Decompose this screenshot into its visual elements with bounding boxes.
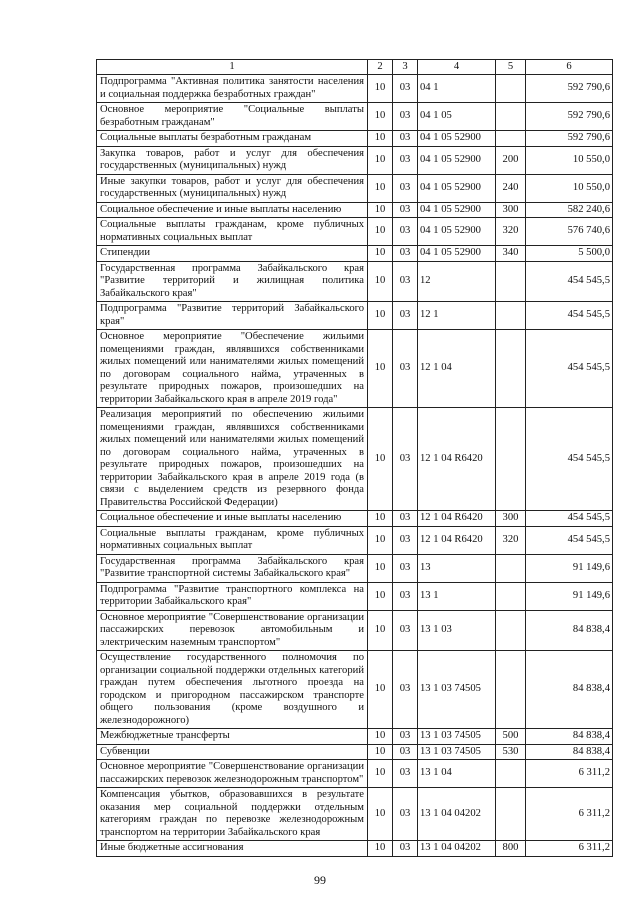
table-row xyxy=(97,788,613,841)
expense-type-code xyxy=(496,302,526,330)
row-name: Компенсация убытков, образовавшихся в результате оказания мер социальной поддержки отдельным категориям граждан по перевозке железнодорожным транспортом на территории Забайкальского края xyxy=(97,788,368,841)
amount: 454 545,5 xyxy=(526,302,613,330)
row-name: Иные закупки товаров, работ и услуг для обеспечения государственных (муниципальных) нужд xyxy=(97,174,368,202)
row-name: Закупка товаров, работ и услуг для обеспечения государственных (муниципальных) нужд xyxy=(97,146,368,174)
target-article-code: 12 1 04 R6420 xyxy=(418,526,496,554)
expense-type-code: 500 xyxy=(496,729,526,745)
table-row xyxy=(97,582,613,610)
section-code: 10 xyxy=(368,302,393,330)
table-row xyxy=(97,202,613,218)
amount: 5 500,0 xyxy=(526,246,613,262)
section-code: 10 xyxy=(368,651,393,729)
column-header: 2 xyxy=(368,60,393,75)
section-code: 10 xyxy=(368,729,393,745)
table-row xyxy=(97,841,613,857)
table-row xyxy=(97,554,613,582)
target-article-code: 04 1 05 52900 xyxy=(418,174,496,202)
amount: 91 149,6 xyxy=(526,554,613,582)
section-code: 10 xyxy=(368,261,393,302)
budget-table xyxy=(96,59,613,857)
row-name: Стипендии xyxy=(97,246,368,262)
expense-type-code: 300 xyxy=(496,511,526,527)
subsection-code: 03 xyxy=(393,841,418,857)
table-row xyxy=(97,103,613,131)
expense-type-code xyxy=(496,651,526,729)
expense-type-code: 340 xyxy=(496,246,526,262)
subsection-code: 03 xyxy=(393,788,418,841)
target-article-code: 13 1 03 74505 xyxy=(418,729,496,745)
expense-type-code xyxy=(496,788,526,841)
table-row xyxy=(97,408,613,511)
amount: 6 311,2 xyxy=(526,841,613,857)
expense-type-code: 320 xyxy=(496,218,526,246)
expense-type-code xyxy=(496,554,526,582)
expense-type-code: 300 xyxy=(496,202,526,218)
amount: 454 545,5 xyxy=(526,511,613,527)
section-code: 10 xyxy=(368,202,393,218)
row-name: Подпрограмма "Развитие территорий Забайкальского края" xyxy=(97,302,368,330)
amount: 84 838,4 xyxy=(526,729,613,745)
expense-type-code xyxy=(496,131,526,147)
subsection-code: 03 xyxy=(393,744,418,760)
subsection-code: 03 xyxy=(393,729,418,745)
amount: 84 838,4 xyxy=(526,610,613,651)
amount: 592 790,6 xyxy=(526,75,613,103)
expense-type-code xyxy=(496,760,526,788)
amount: 6 311,2 xyxy=(526,760,613,788)
amount: 84 838,4 xyxy=(526,744,613,760)
amount: 592 790,6 xyxy=(526,103,613,131)
target-article-code: 13 1 03 74505 xyxy=(418,651,496,729)
table-row xyxy=(97,330,613,408)
row-name: Подпрограмма "Активная политика занятости населения и социальная поддержка безработных граждан" xyxy=(97,75,368,103)
subsection-code: 03 xyxy=(393,202,418,218)
table-header-row xyxy=(97,60,613,75)
row-name: Субвенции xyxy=(97,744,368,760)
expense-type-code xyxy=(496,582,526,610)
section-code: 10 xyxy=(368,146,393,174)
table-row xyxy=(97,729,613,745)
column-header: 5 xyxy=(496,60,526,75)
section-code: 10 xyxy=(368,744,393,760)
subsection-code: 03 xyxy=(393,408,418,511)
table-row xyxy=(97,302,613,330)
target-article-code: 13 xyxy=(418,554,496,582)
subsection-code: 03 xyxy=(393,302,418,330)
subsection-code: 03 xyxy=(393,174,418,202)
expense-type-code xyxy=(496,408,526,511)
expense-type-code: 320 xyxy=(496,526,526,554)
amount: 454 545,5 xyxy=(526,526,613,554)
table-row xyxy=(97,246,613,262)
subsection-code: 03 xyxy=(393,103,418,131)
amount: 10 550,0 xyxy=(526,146,613,174)
row-name: Государственная программа Забайкальского края "Развитие транспортной системы Забайкальского края" xyxy=(97,554,368,582)
expense-type-code: 200 xyxy=(496,146,526,174)
target-article-code: 13 1 03 xyxy=(418,610,496,651)
expense-type-code: 530 xyxy=(496,744,526,760)
amount: 454 545,5 xyxy=(526,330,613,408)
subsection-code: 03 xyxy=(393,75,418,103)
table-row xyxy=(97,75,613,103)
section-code: 10 xyxy=(368,246,393,262)
column-header: 6 xyxy=(526,60,613,75)
amount: 84 838,4 xyxy=(526,651,613,729)
subsection-code: 03 xyxy=(393,554,418,582)
section-code: 10 xyxy=(368,760,393,788)
target-article-code: 04 1 05 52900 xyxy=(418,246,496,262)
table-row xyxy=(97,760,613,788)
expense-type-code xyxy=(496,75,526,103)
section-code: 10 xyxy=(368,610,393,651)
table-row xyxy=(97,174,613,202)
table-row xyxy=(97,526,613,554)
target-article-code: 04 1 05 52900 xyxy=(418,146,496,174)
subsection-code: 03 xyxy=(393,760,418,788)
row-name: Социальное обеспечение и иные выплаты населению xyxy=(97,202,368,218)
row-name: Межбюджетные трансферты xyxy=(97,729,368,745)
section-code: 10 xyxy=(368,841,393,857)
subsection-code: 03 xyxy=(393,261,418,302)
subsection-code: 03 xyxy=(393,218,418,246)
subsection-code: 03 xyxy=(393,610,418,651)
subsection-code: 03 xyxy=(393,651,418,729)
target-article-code: 04 1 05 xyxy=(418,103,496,131)
table-row xyxy=(97,610,613,651)
target-article-code: 12 xyxy=(418,261,496,302)
section-code: 10 xyxy=(368,408,393,511)
expense-type-code xyxy=(496,103,526,131)
target-article-code: 13 1 03 74505 xyxy=(418,744,496,760)
amount: 91 149,6 xyxy=(526,582,613,610)
target-article-code: 12 1 04 xyxy=(418,330,496,408)
section-code: 10 xyxy=(368,511,393,527)
amount: 6 311,2 xyxy=(526,788,613,841)
subsection-code: 03 xyxy=(393,330,418,408)
section-code: 10 xyxy=(368,131,393,147)
expense-type-code: 240 xyxy=(496,174,526,202)
page-number: 99 xyxy=(314,873,326,887)
target-article-code: 13 1 04 04202 xyxy=(418,841,496,857)
subsection-code: 03 xyxy=(393,146,418,174)
row-name: Социальное обеспечение и иные выплаты населению xyxy=(97,511,368,527)
target-article-code: 13 1 04 04202 xyxy=(418,788,496,841)
row-name: Осуществление государственного полномочия по организации социальной поддержки отдельных категорий граждан путем обеспечения льготного проезда на городском и пригородном пассажирском транспорте общего пользования (кроме воздушного и железнодорожного) xyxy=(97,651,368,729)
section-code: 10 xyxy=(368,174,393,202)
row-name: Основное мероприятие "Совершенствование организации пассажирских перевозок железнодорожным транспортом" xyxy=(97,760,368,788)
row-name: Основное мероприятие "Обеспечение жильими помещениями граждан, являвшихся собственниками жилых помещений или нанимателями жилых помещений по договорам социального найма, утраченных в результате природных пожаров, произошедших на территории Забайкальского края в апреле 2019 года" xyxy=(97,330,368,408)
expense-type-code xyxy=(496,330,526,408)
row-name: Основное мероприятие "Социальные выплаты безработным гражданам" xyxy=(97,103,368,131)
target-article-code: 04 1 05 52900 xyxy=(418,202,496,218)
section-code: 10 xyxy=(368,75,393,103)
amount: 10 550,0 xyxy=(526,174,613,202)
column-header: 1 xyxy=(97,60,368,75)
table-row xyxy=(97,651,613,729)
table-row xyxy=(97,744,613,760)
target-article-code: 04 1 05 52900 xyxy=(418,131,496,147)
subsection-code: 03 xyxy=(393,526,418,554)
row-name: Основное мероприятие "Совершенствование организации пассажирских перевозок автомобильным и электрическим наземным транспортом" xyxy=(97,610,368,651)
subsection-code: 03 xyxy=(393,131,418,147)
table-row xyxy=(97,131,613,147)
target-article-code: 12 1 04 R6420 xyxy=(418,408,496,511)
amount: 576 740,6 xyxy=(526,218,613,246)
target-article-code: 04 1 05 52900 xyxy=(418,218,496,246)
table-row xyxy=(97,261,613,302)
section-code: 10 xyxy=(368,103,393,131)
row-name: Подпрограмма "Развитие транспортного комплекса на территории Забайкальского края" xyxy=(97,582,368,610)
section-code: 10 xyxy=(368,218,393,246)
row-name: Социальные выплаты безработным гражданам xyxy=(97,131,368,147)
section-code: 10 xyxy=(368,330,393,408)
column-header: 3 xyxy=(393,60,418,75)
row-name: Реализация мероприятий по обеспечению жильими помещениями граждан, являвшихся собственниками жилых помещений или нанимателями жилых помещений по договорам социального найма, утраченных в результате природных пожаров, произошедших на территории Забайкальского края в апреле 2019 года (в связи с выделением средств из резервного фонда Правительства Российской Федерации) xyxy=(97,408,368,511)
expense-type-code xyxy=(496,261,526,302)
section-code: 10 xyxy=(368,788,393,841)
column-header: 4 xyxy=(418,60,496,75)
row-name: Иные бюджетные ассигнования xyxy=(97,841,368,857)
target-article-code: 13 1 xyxy=(418,582,496,610)
amount: 582 240,6 xyxy=(526,202,613,218)
subsection-code: 03 xyxy=(393,582,418,610)
subsection-code: 03 xyxy=(393,246,418,262)
amount: 592 790,6 xyxy=(526,131,613,147)
expense-type-code: 800 xyxy=(496,841,526,857)
expense-type-code xyxy=(496,610,526,651)
target-article-code: 13 1 04 xyxy=(418,760,496,788)
section-code: 10 xyxy=(368,554,393,582)
table-row xyxy=(97,146,613,174)
table-row xyxy=(97,511,613,527)
table-row xyxy=(97,218,613,246)
row-name: Государственная программа Забайкальского края "Развитие территорий и жилищная политика Забайкальского края" xyxy=(97,261,368,302)
target-article-code: 12 1 xyxy=(418,302,496,330)
row-name: Социальные выплаты гражданам, кроме публичных нормативных социальных выплат xyxy=(97,526,368,554)
amount: 454 545,5 xyxy=(526,408,613,511)
section-code: 10 xyxy=(368,582,393,610)
amount: 454 545,5 xyxy=(526,261,613,302)
subsection-code: 03 xyxy=(393,511,418,527)
target-article-code: 04 1 xyxy=(418,75,496,103)
row-name: Социальные выплаты гражданам, кроме публичных нормативных социальных выплат xyxy=(97,218,368,246)
target-article-code: 12 1 04 R6420 xyxy=(418,511,496,527)
section-code: 10 xyxy=(368,526,393,554)
